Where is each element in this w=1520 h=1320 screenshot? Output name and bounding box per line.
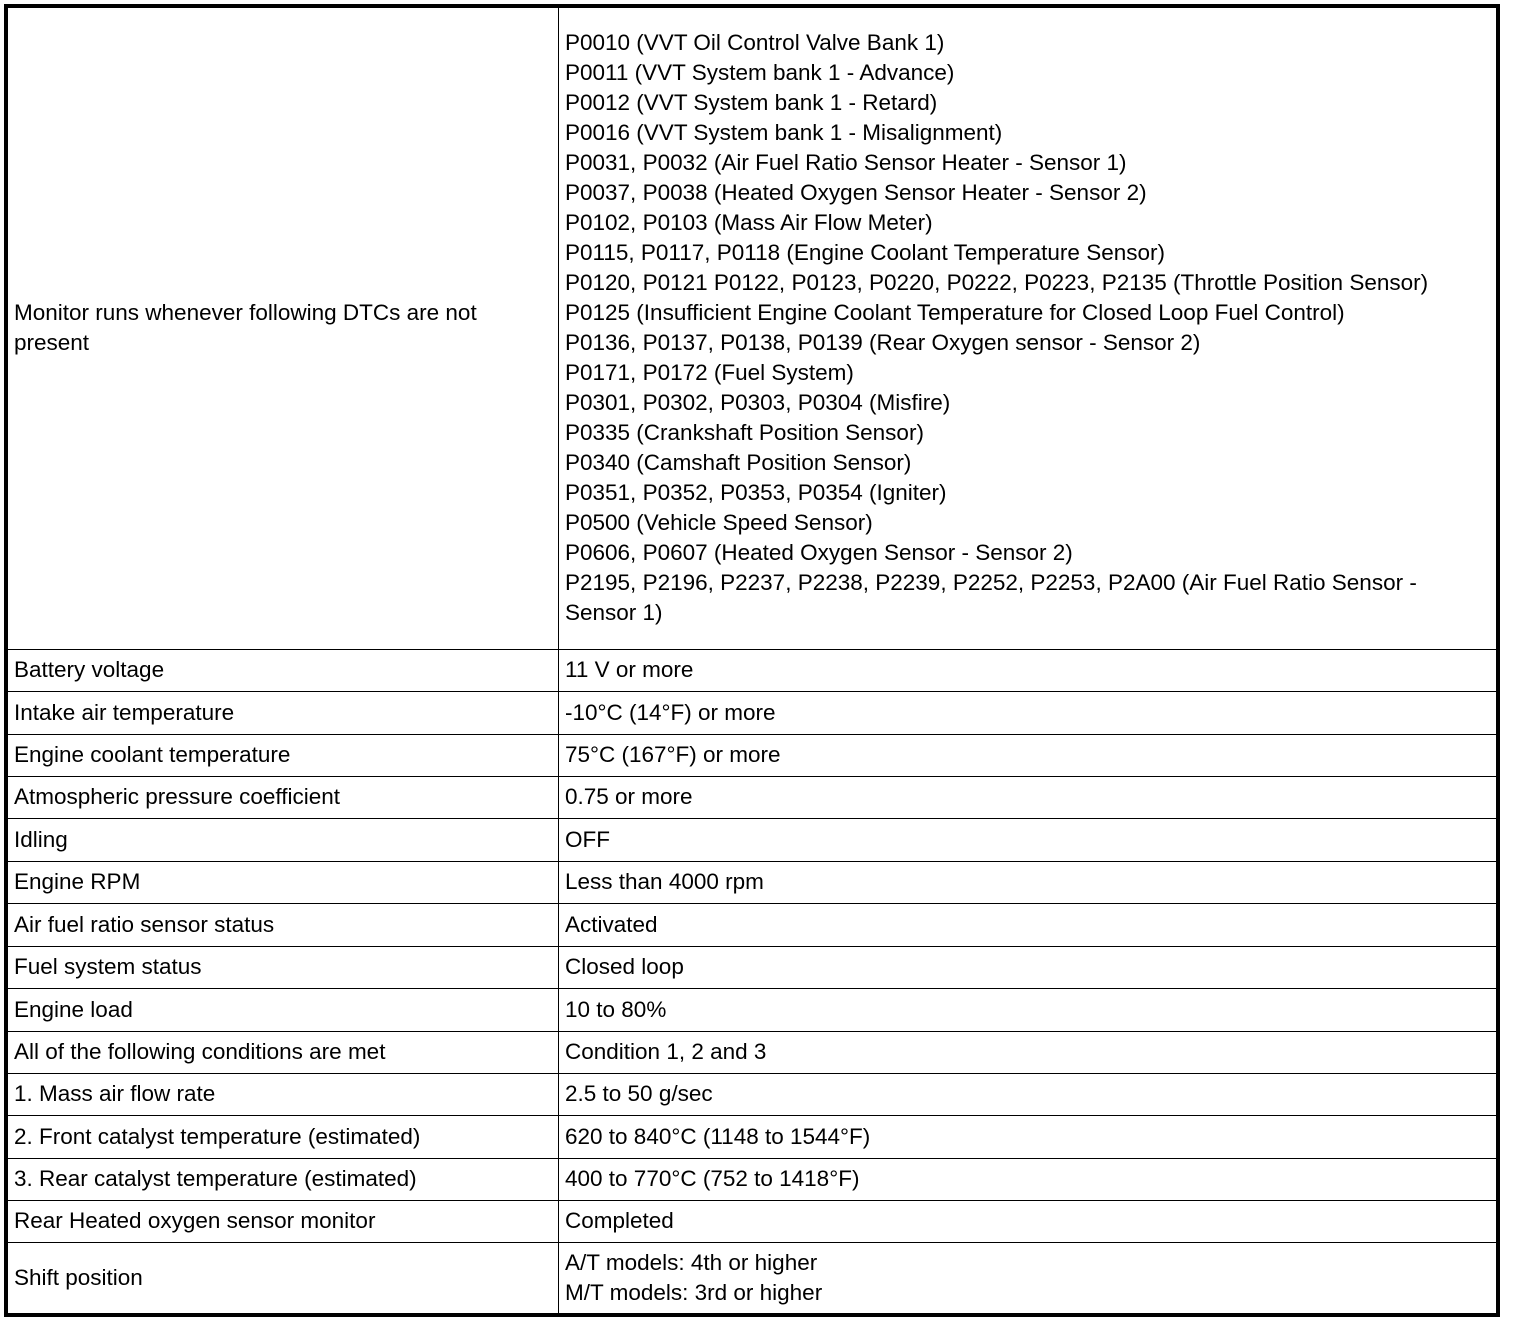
value-line: 75°C (167°F) or more: [565, 742, 781, 767]
table-row: [6, 6, 1498, 649]
table-row: [6, 903, 1498, 946]
table-row: [6, 734, 1498, 776]
value-line: P0012 (VVT System bank 1 - Retard): [565, 90, 938, 116]
table-row: [6, 861, 1498, 903]
condition-value: [559, 861, 1499, 903]
condition-value: [559, 734, 1499, 776]
condition-value: [559, 649, 1499, 691]
condition-label: Intake air temperature: [6, 691, 559, 734]
value-line: P0010 (VVT Oil Control Valve Bank 1): [565, 30, 945, 56]
table-row: [6, 1158, 1498, 1200]
condition-label: Engine coolant temperature: [6, 734, 559, 776]
condition-value: [559, 1073, 1499, 1115]
table-row: [6, 1115, 1498, 1158]
value-line: P0031, P0032 (Air Fuel Ratio Sensor Heater - Sensor 1): [565, 150, 1127, 176]
table-row: [6, 776, 1498, 818]
condition-value: [559, 6, 1499, 649]
value-line: A/T models: 4th or higher: [565, 1249, 818, 1275]
value-line: P0606, P0607 (Heated Oxygen Sensor - Sensor 2): [565, 540, 1073, 566]
table-row: [6, 946, 1498, 988]
value-line: P0136, P0137, P0138, P0139 (Rear Oxygen sensor - Sensor 2): [565, 330, 1201, 356]
condition-label: 3. Rear catalyst temperature (estimated): [6, 1158, 559, 1200]
value-line: P2195, P2196, P2237, P2238, P2239, P2252, P2253, P2A00 (Air Fuel Ratio Sensor - Sensor 1): [565, 570, 1417, 626]
value-line: 400 to 770°C (752 to 1418°F): [565, 1166, 860, 1191]
condition-value: [559, 1200, 1499, 1242]
condition-label: Idling: [6, 818, 559, 861]
value-line: M/T models: 3rd or higher: [565, 1279, 823, 1305]
monitor-conditions-table: [4, 4, 1500, 1317]
value-line: P0335 (Crankshaft Position Sensor): [565, 420, 924, 446]
value-line: P0120, P0121 P0122, P0123, P0220, P0222, P0223, P2135 (Throttle Position Sensor): [565, 270, 1429, 296]
condition-label: Air fuel ratio sensor status: [6, 903, 559, 946]
value-line: P0011 (VVT System bank 1 - Advance): [565, 60, 955, 86]
condition-value: [559, 946, 1499, 988]
value-line: P0340 (Camshaft Position Sensor): [565, 450, 912, 476]
value-line: 0.75 or more: [565, 784, 693, 809]
value-line: P0016 (VVT System bank 1 - Misalignment): [565, 120, 1003, 146]
value-line: 620 to 840°C (1148 to 1544°F): [565, 1123, 871, 1149]
table-row: [6, 1200, 1498, 1242]
value-line: Activated: [565, 911, 658, 937]
value-line: P0171, P0172 (Fuel System): [565, 360, 854, 386]
value-line: 10 to 80%: [565, 996, 667, 1022]
condition-label: Monitor runs whenever following DTCs are not present: [6, 6, 559, 649]
table-row: [6, 818, 1498, 861]
condition-label: All of the following conditions are met: [6, 1031, 559, 1073]
value-line: P0301, P0302, P0303, P0304 (Misfire): [565, 390, 951, 416]
condition-value: [559, 1115, 1499, 1158]
value-line: Completed: [565, 1208, 674, 1233]
value-line: P0115, P0117, P0118 (Engine Coolant Temperature Sensor): [565, 240, 1165, 266]
condition-value: [559, 818, 1499, 861]
condition-value: [559, 1031, 1499, 1073]
table-row: [6, 691, 1498, 734]
table-row: [6, 1031, 1498, 1073]
table-row: [6, 1242, 1498, 1315]
value-line: Less than 4000 rpm: [565, 869, 764, 894]
value-line: 2.5 to 50 g/sec: [565, 1081, 713, 1106]
value-line: P0102, P0103 (Mass Air Flow Meter): [565, 210, 933, 236]
condition-value: [559, 988, 1499, 1031]
value-line: Condition 1, 2 and 3: [565, 1039, 767, 1064]
condition-label: 2. Front catalyst temperature (estimated): [6, 1115, 559, 1158]
condition-label: Rear Heated oxygen sensor monitor: [6, 1200, 559, 1242]
condition-value: [559, 903, 1499, 946]
value-line: Closed loop: [565, 954, 684, 979]
condition-label: Engine RPM: [6, 861, 559, 903]
table-row: [6, 1073, 1498, 1115]
value-line: P0351, P0352, P0353, P0354 (Igniter): [565, 480, 947, 506]
value-line: -10°C (14°F) or more: [565, 699, 776, 725]
condition-label: Atmospheric pressure coefficient: [6, 776, 559, 818]
value-line: 11 V or more: [565, 657, 694, 682]
table-row: [6, 649, 1498, 691]
condition-label: Engine load: [6, 988, 559, 1031]
condition-value: [559, 1158, 1499, 1200]
value-line: P0125 (Insufficient Engine Coolant Temperature for Closed Loop Fuel Control): [565, 300, 1345, 326]
condition-label: 1. Mass air flow rate: [6, 1073, 559, 1115]
value-line: P0500 (Vehicle Speed Sensor): [565, 510, 873, 536]
condition-value: [559, 691, 1499, 734]
value-line: P0037, P0038 (Heated Oxygen Sensor Heater - Sensor 2): [565, 180, 1147, 206]
table-row: [6, 988, 1498, 1031]
condition-label: Fuel system status: [6, 946, 559, 988]
value-line: OFF: [565, 826, 610, 852]
condition-label: Battery voltage: [6, 649, 559, 691]
condition-value: [559, 776, 1499, 818]
condition-label: Shift position: [6, 1242, 559, 1315]
condition-value: [559, 1242, 1499, 1315]
